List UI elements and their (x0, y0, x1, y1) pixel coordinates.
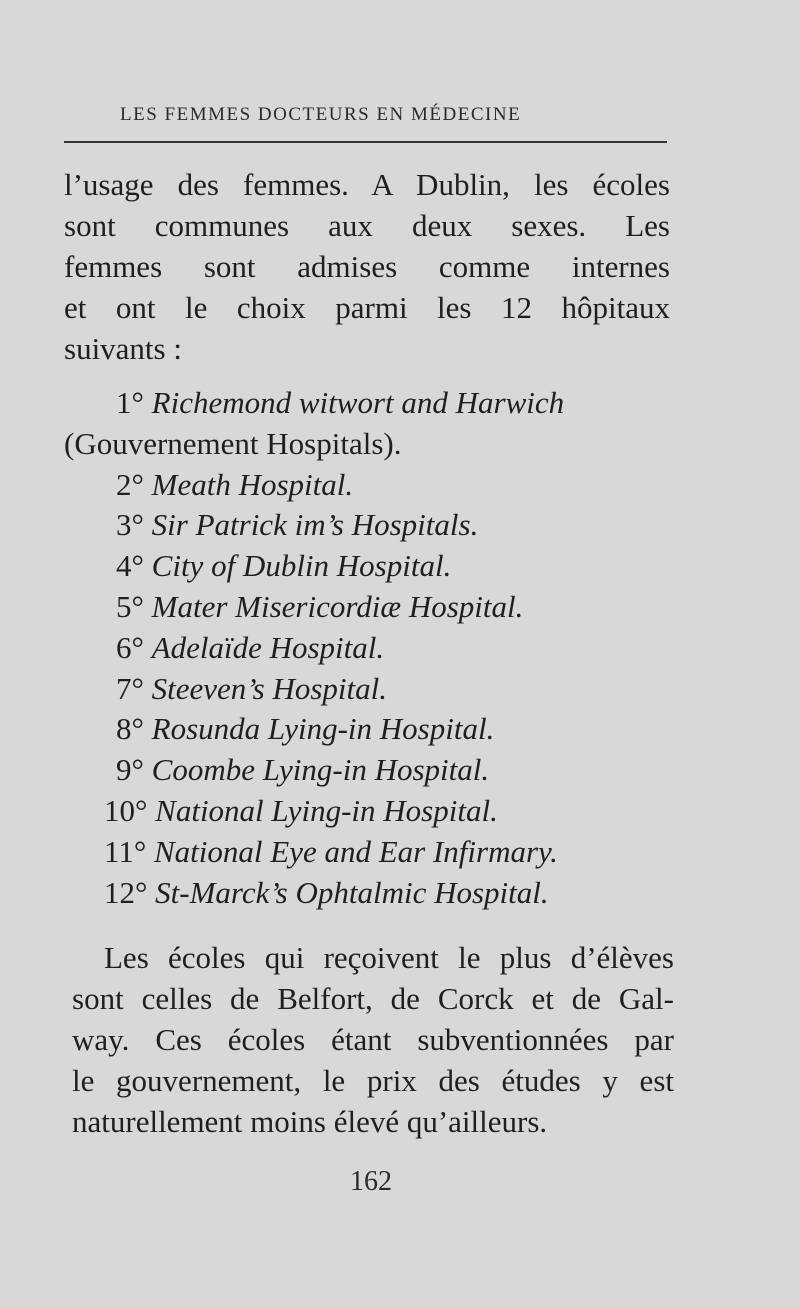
list-item (64, 873, 674, 914)
paragraph-1 (64, 164, 670, 369)
list-item-name: St-Marck’s Ophtalmic Hospital. (155, 874, 549, 910)
list-item (64, 587, 674, 628)
list-item-name: Mater Misericordiæ Hospital. (151, 588, 524, 624)
paragraph-2-line: le gouvernement, le prix des études y est (72, 1063, 674, 1098)
list-item-name: National Lying-in Hospital. (155, 792, 498, 828)
list-item-name: Meath Hospital. (151, 466, 354, 502)
list-item (64, 669, 674, 710)
list-item-name: (Gouvernement Hospitals). (64, 425, 402, 461)
header-rule (64, 141, 667, 143)
running-header: LES FEMMES DOCTEURS EN MÉDECINE (120, 104, 522, 125)
paragraph-1-line: sont communes aux deux sexes. Les (64, 208, 670, 243)
hospital-list (64, 383, 674, 913)
list-item-number: 10° (104, 792, 148, 828)
list-item-number: 8° (116, 711, 144, 747)
list-item (64, 546, 674, 587)
paragraph-2 (72, 937, 674, 1142)
list-item-number: 4° (116, 548, 144, 584)
list-item-name: Rosunda Lying-in Hospital. (151, 711, 495, 747)
list-item-number: 7° (116, 670, 144, 706)
list-item-name: Steeven’s Hospital. (151, 670, 387, 706)
list-item-name: National Eye and Ear Infirmary. (154, 833, 558, 869)
list-item (64, 505, 674, 546)
paragraph-1-line: femmes sont admises comme internes (64, 249, 670, 284)
list-item (64, 628, 674, 669)
paragraph-2-line: way. Ces écoles étant subventionnées par (72, 1022, 674, 1057)
list-item (64, 791, 674, 832)
list-item (64, 383, 674, 424)
paragraph-1-line: et ont le choix parmi les 12 hôpitaux (64, 290, 670, 325)
paragraph-2-line: sont celles de Belfort, de Corck et de Gal- (72, 981, 674, 1016)
list-item-number: 11° (104, 833, 147, 869)
list-item-number: 9° (116, 752, 144, 788)
list-item-number: 5° (116, 588, 144, 624)
list-item-number: 3° (116, 507, 144, 543)
list-item-number: 6° (116, 629, 144, 665)
paragraph-2-line: naturellement moins élevé qu’ailleurs. (72, 1104, 548, 1139)
list-item (64, 465, 674, 506)
paragraph-1-line: suivants : (64, 331, 182, 366)
list-item (64, 709, 674, 750)
list-item (64, 424, 674, 465)
list-item-name: Sir Patrick im’s Hospitals. (151, 507, 479, 543)
page-number: 162 (350, 1166, 392, 1197)
list-item-name: Adelaïde Hospital. (151, 629, 385, 665)
list-item (64, 750, 674, 791)
list-item-number: 2° (116, 466, 144, 502)
paragraph-2-line: Les écoles qui reçoivent le plus d’élèves (104, 940, 674, 975)
list-item-name: City of Dublin Hospital. (151, 548, 452, 584)
list-item (64, 832, 674, 873)
list-item-number: 1° (116, 385, 144, 420)
list-item-name: Richemond witwort and Harwich (151, 385, 565, 420)
paragraph-1-line: l’usage des femmes. A Dublin, les écoles (64, 167, 670, 202)
list-item-number: 12° (104, 874, 148, 910)
list-item-name: Coombe Lying-in Hospital. (151, 752, 490, 788)
